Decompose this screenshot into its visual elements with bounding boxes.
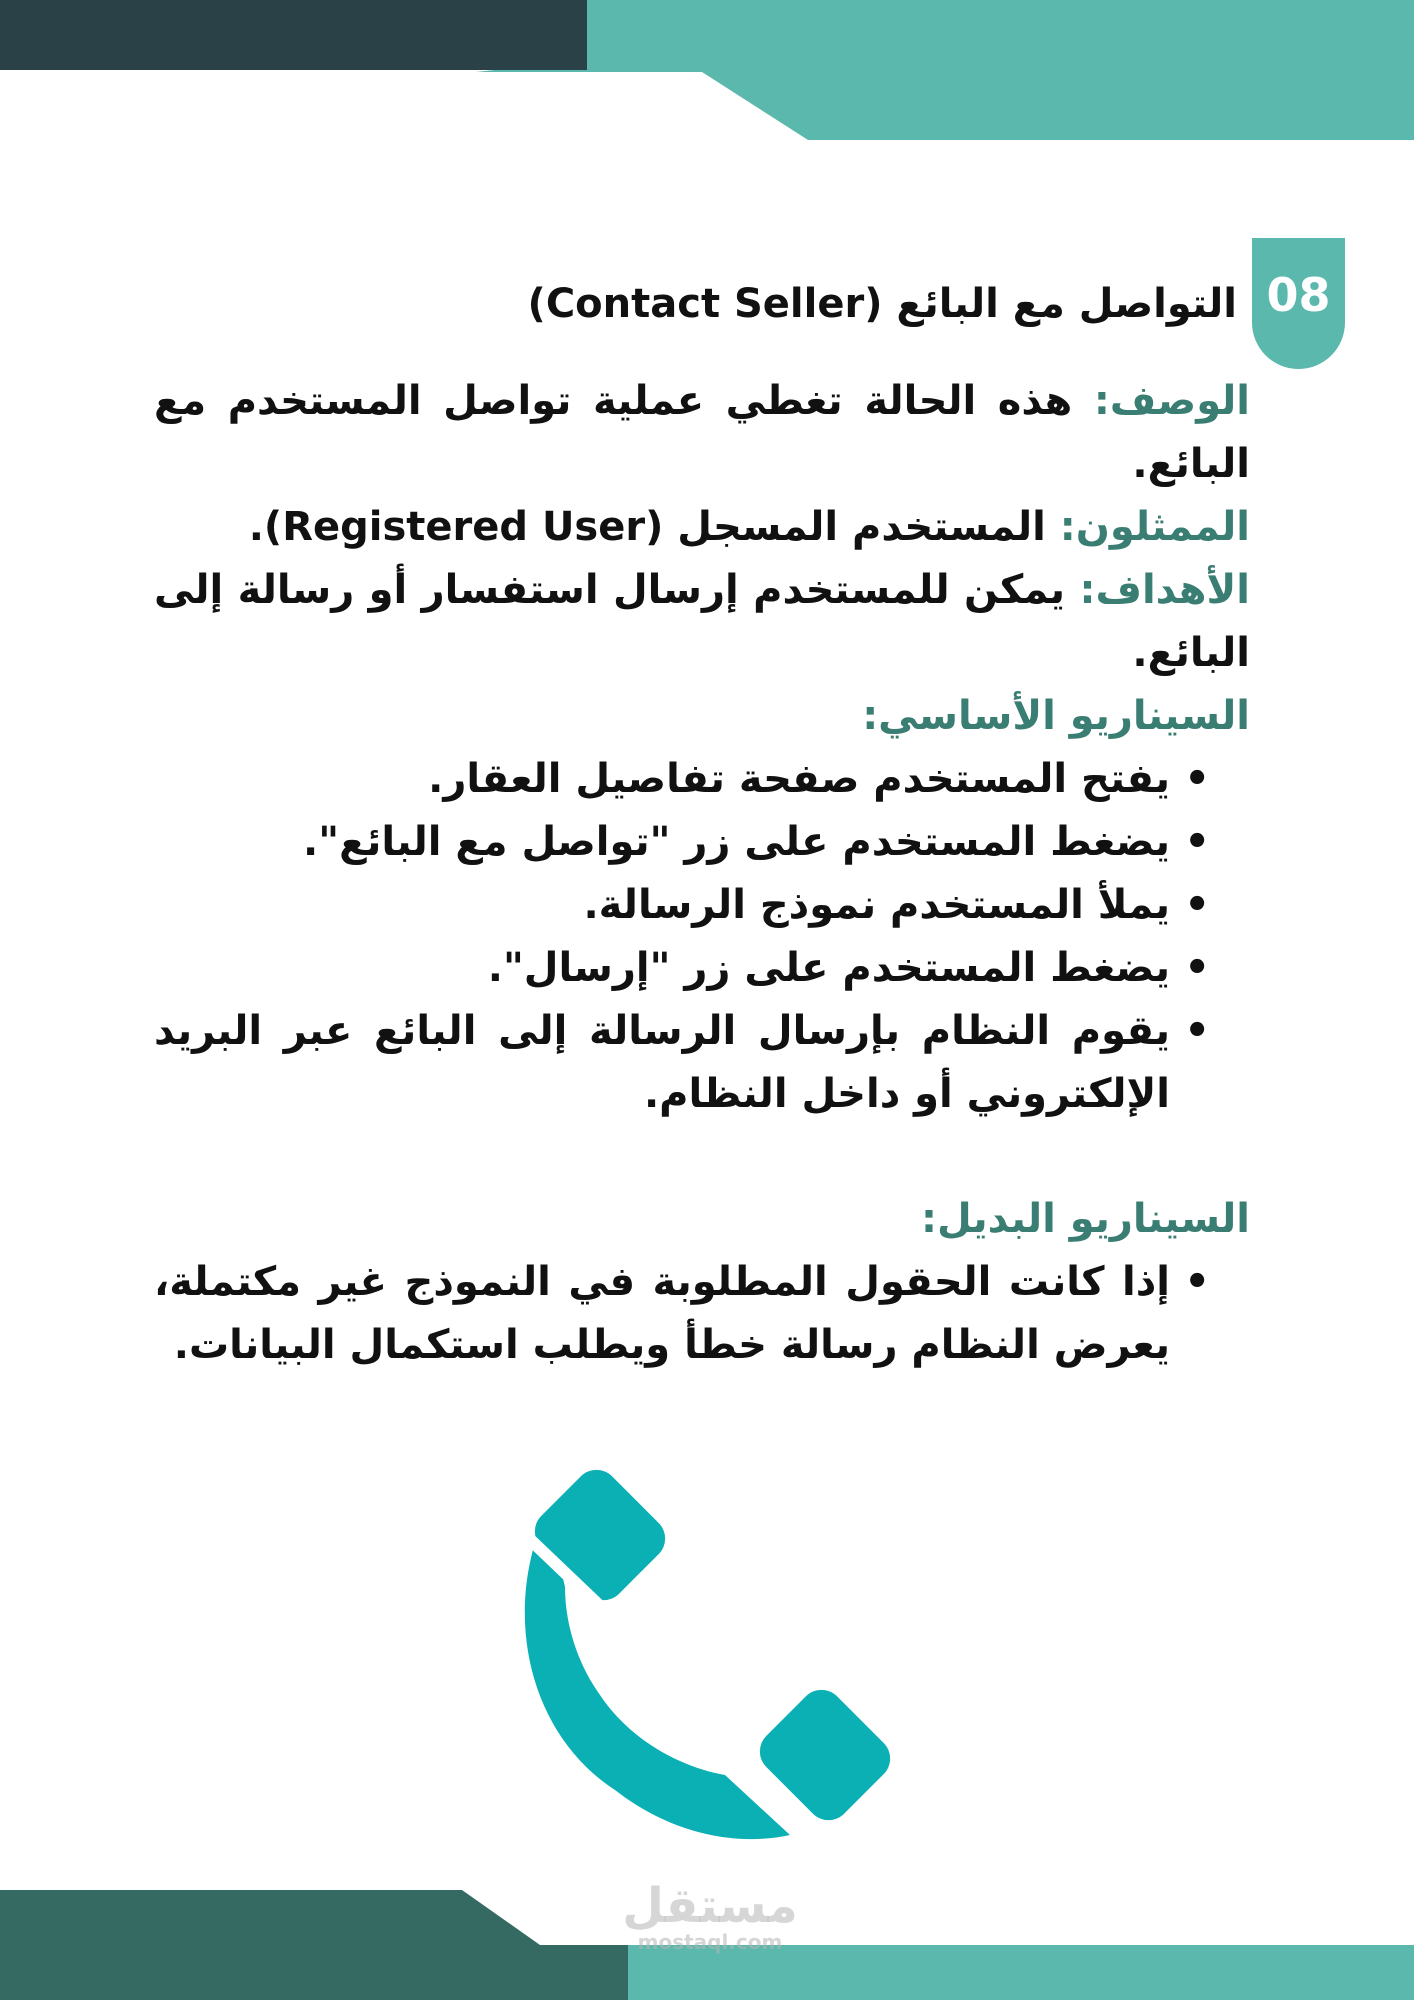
alternative-scenario-list bbox=[154, 1251, 1250, 1377]
goals-paragraph bbox=[154, 559, 1250, 685]
watermark-latin: mostaql.com bbox=[637, 1930, 783, 1954]
list-item: • يملأ المستخدم نموذج الرسالة. bbox=[154, 874, 1170, 937]
main-scenario-heading: السيناريو الأساسي: bbox=[862, 693, 1250, 739]
description-paragraph bbox=[154, 370, 1250, 496]
list-item: • يفتح المستخدم صفحة تفاصيل العقار. bbox=[154, 748, 1170, 811]
actors-paragraph bbox=[154, 496, 1250, 559]
watermark-arabic: مستقل bbox=[622, 1878, 798, 1934]
description-text: هذه الحالة تغطي عملية تواصل المستخدم مع البائع. bbox=[154, 378, 1250, 487]
top-dark-band bbox=[0, 0, 587, 70]
use-case-content bbox=[154, 370, 1250, 1377]
actors-text: المستخدم المسجل (Registered User). bbox=[248, 504, 1060, 550]
goals-label: الأهداف: bbox=[1079, 567, 1250, 613]
top-teal-band bbox=[476, 0, 1414, 140]
page-title: التواصل مع البائع (Contact Seller) bbox=[527, 281, 1237, 327]
watermark-logo bbox=[620, 1880, 800, 1952]
bottom-dark-band bbox=[0, 1890, 628, 2000]
list-item: • إذا كانت الحقول المطلوبة في النموذج غير مكتملة، يعرض النظام رسالة خطأ ويطلب استكمال البيانات. bbox=[154, 1251, 1170, 1377]
goals-text: يمكن للمستخدم إرسال استفسار أو رسالة إلى البائع. bbox=[154, 567, 1250, 676]
section-spacer bbox=[154, 1126, 1250, 1188]
main-scenario-list bbox=[154, 748, 1250, 1126]
list-item: • يضغط المستخدم على زر "إرسال". bbox=[154, 937, 1170, 1000]
phone-icon bbox=[520, 1455, 910, 1855]
description-label: الوصف: bbox=[1093, 378, 1250, 424]
alternative-scenario-heading: السيناريو البديل: bbox=[920, 1196, 1250, 1242]
actors-label: الممثلون: bbox=[1059, 504, 1250, 550]
section-number-badge: 08 bbox=[1252, 238, 1345, 369]
list-item: • يقوم النظام بإرسال الرسالة إلى البائع عبر البريد الإلكتروني أو داخل النظام. bbox=[154, 1000, 1170, 1126]
list-item: • يضغط المستخدم على زر "تواصل مع البائع". bbox=[154, 811, 1170, 874]
